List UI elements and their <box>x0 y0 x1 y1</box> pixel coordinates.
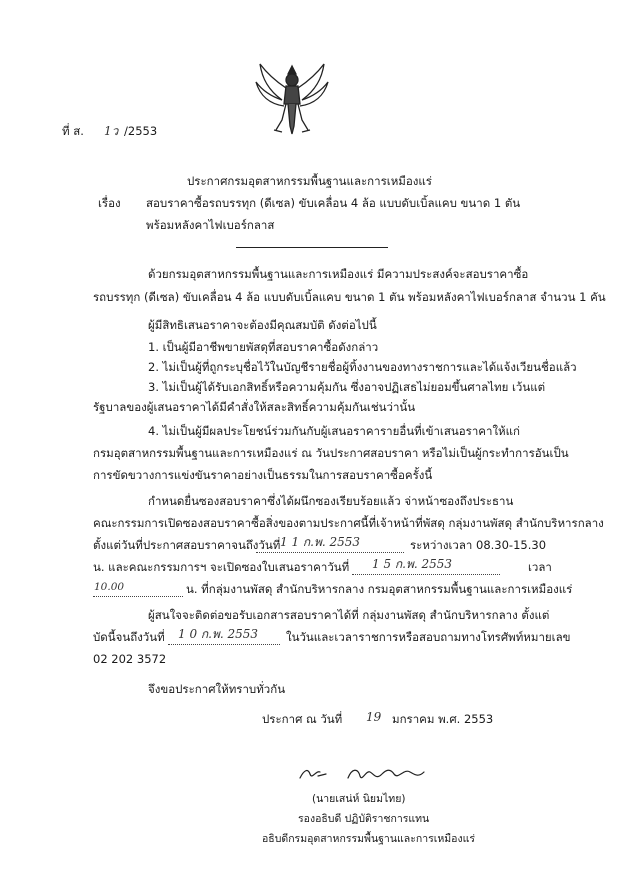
intro-line-1: ด้วยกรมอุตสาหกรรมพื้นฐานและการเหมืองแร่ มีความประสงค์จะสอบราคาซื้อ <box>148 267 529 281</box>
submission-line-5: น. ที่กลุ่มงานพัสดุ สำนักบริหารกลาง กรมอุตสาหกรรมพื้นฐานและการเหมืองแร่ <box>186 582 573 596</box>
submission-line-1: กำหนดยื่นซองสอบราคาซึ่งได้ผนึกซองเรียบร้อยแล้ว จ่าหน้าซองถึงประธาน <box>148 494 514 508</box>
garuda-emblem <box>252 60 332 140</box>
documents-line-1: ผู้สนใจจะติดต่อขอรับเอกสารสอบราคาได้ที่ กลุ่มงานพัสดุ สำนักบริหารกลาง ตั้งแต่ <box>148 608 550 622</box>
qualifications-heading: ผู้มีสิทธิเสนอราคาจะต้องมีคุณสมบัติ ดังต่อไปนี้ <box>148 318 377 332</box>
qualification-item-3-line-1: 3. ไม่เป็นผู้ได้รับเอกสิทธิ์หรือความคุ้มกัน ซึ่งอาจปฏิเสธไม่ยอมขึ้นศาลไทย เว้นแต่ <box>148 380 546 394</box>
qualification-item-1: 1. เป็นผู้มีอาชีพขายพัสดุที่สอบราคาซื้อดังกล่าว <box>148 340 379 354</box>
open-date-dotted-line <box>352 574 500 575</box>
open-time-dotted-line <box>93 596 183 597</box>
signer-name: (นายเสน่ห์ นิยมไทย) <box>312 793 406 805</box>
qualification-item-4-line-1: 4. ไม่เป็นผู้มีผลประโยชน์ร่วมกันกับผู้เสนอราคารายอื่นที่เข้าเสนอราคาให้แก่ <box>148 424 521 438</box>
documents-date-value: 1 0 ก.พ. 2553 <box>178 627 259 641</box>
subject-line-1: สอบราคาซื้อรถบรรทุก (ดีเซล) ขับเคลื่อน 4 ล้อ แบบดับเบิ้ลแคบ ขนาด 1 ตัน <box>146 196 521 210</box>
doc-number-value: 1ว <box>104 124 119 138</box>
announce-date-day: 19 <box>366 710 382 724</box>
submission-line-3-suffix: ระหว่างเวลา 08.30-15.30 <box>410 538 547 552</box>
due-date-value: 1 1 ก.พ. 2553 <box>280 535 361 549</box>
signature <box>296 760 436 786</box>
submission-line-2: คณะกรรมการเปิดซองสอบราคาซื้อสิ่งของตามประกาศนี้ที่เจ้าหน้าที่พัสดุ กลุ่มงานพัสดุ สำนักบริหารกลาง <box>93 516 604 530</box>
qualification-item-3-line-2: รัฐบาลของผู้เสนอราคาได้มีคำสั่งให้สละสิทธิ์ความคุ้มกันเช่นว่านั้น <box>93 400 416 414</box>
documents-line-2-prefix: บัดนี้จนถึงวันที่ <box>93 630 165 644</box>
signer-position-1: รองอธิบดี ปฏิบัติราชการแทน <box>298 813 430 825</box>
doc-number-year: /2553 <box>124 124 158 138</box>
submission-line-3-prefix: ตั้งแต่วันที่ประกาศสอบราคาจนถึงวันที่ <box>93 538 281 552</box>
announce-date-suffix: มกราคม พ.ศ. 2553 <box>392 712 494 726</box>
open-time-value: 10.00 <box>94 581 125 593</box>
doc-number-label: ที่ ส. <box>62 124 84 138</box>
contact-phone: 02 202 3572 <box>93 652 167 666</box>
submission-line-4-prefix: น. และคณะกรรมการฯ จะเปิดซองใบเสนอราคาวันที่ <box>93 560 350 574</box>
qualification-item-4-line-3: การขัดขวางการแข่งขันราคาอย่างเป็นธรรมในการสอบราคาซื้อครั้งนี้ <box>93 468 433 482</box>
qualification-item-2: 2. ไม่เป็นผู้ที่ถูกระบุชื่อไว้ในบัญชีรายชื่อผู้ทิ้งงานของทางราชการและได้แจ้งเวียนชื่อแล้ว <box>148 360 577 374</box>
documents-date-dotted-line <box>168 644 280 645</box>
submission-line-4-suffix: เวลา <box>528 560 552 574</box>
documents-line-2-suffix: ในวันและเวลาราชการหรือสอบถามทางโทรศัพท์หมายเลข <box>286 630 571 644</box>
qualification-item-4-line-2: กรมอุตสาหกรรมพื้นฐานและการเหมืองแร่ ณ วันประกาศสอบราคา หรือไม่เป็นผู้กระทำการอันเป็น <box>93 446 569 460</box>
signer-position-2: อธิบดีกรมอุตสาหกรรมพื้นฐานและการเหมืองแร่ <box>262 833 475 845</box>
closing-text: จึงขอประกาศให้ทราบทั่วกัน <box>148 682 286 696</box>
subject-label: เรื่อง <box>98 196 121 210</box>
due-date-dotted-line <box>256 552 404 553</box>
page-title: ประกาศกรมอุตสาหกรรมพื้นฐานและการเหมืองแร่ <box>187 174 432 188</box>
announce-date-prefix: ประกาศ ณ วันที่ <box>262 712 343 726</box>
open-date-value: 1 5 ก.พ. 2553 <box>372 557 453 571</box>
intro-line-2: รถบรรทุก (ดีเซล) ขับเคลื่อน 4 ล้อ แบบดับเบิ้ลแคบ ขนาด 1 ตัน พร้อมหลังคาไฟเบอร์กลาส จำนวน 1 คัน <box>93 290 606 304</box>
title-divider <box>236 247 388 248</box>
subject-line-2: พร้อมหลังคาไฟเบอร์กลาส <box>146 218 275 232</box>
